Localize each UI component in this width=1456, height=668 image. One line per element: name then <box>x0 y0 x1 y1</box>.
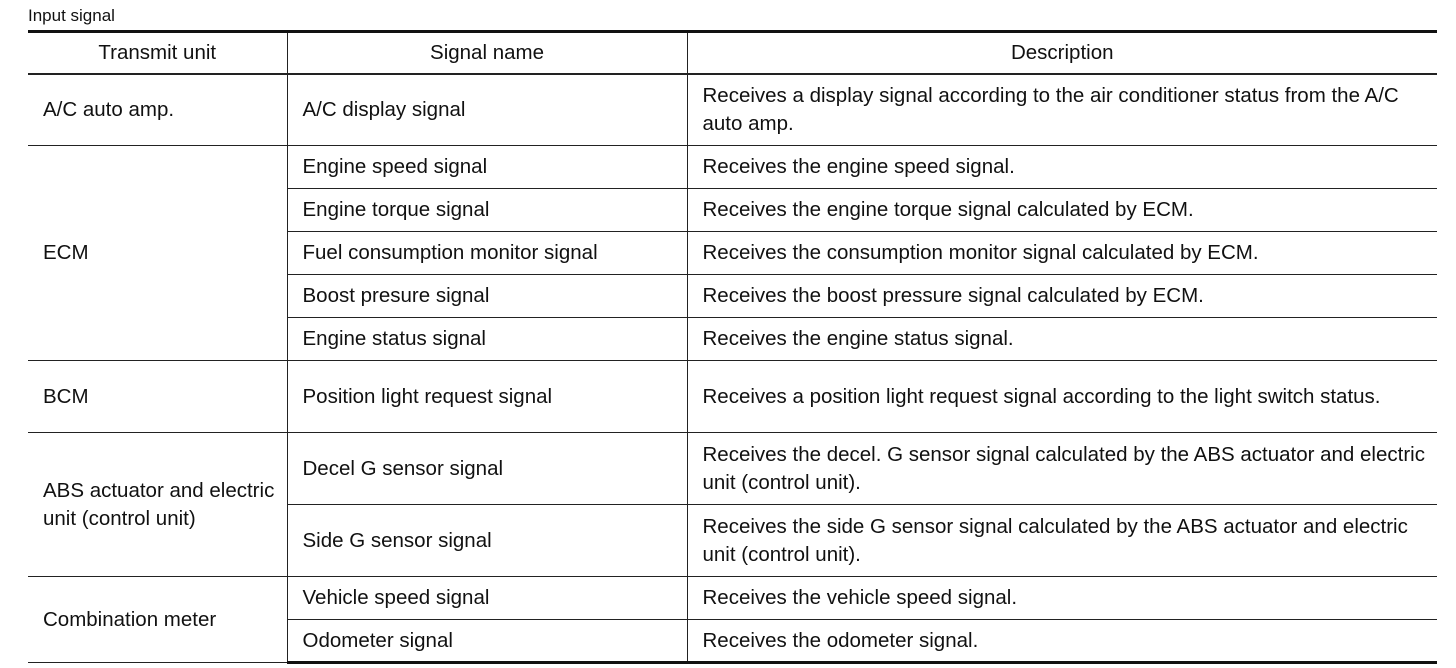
description-cell: Receives the side G sensor signal calculated by the ABS actuator and electric unit (control unit). <box>687 505 1437 577</box>
description-cell: Receives a position light request signal according to the light switch status. <box>687 361 1437 433</box>
transmit-unit-cell: Combination meter <box>28 577 287 663</box>
signal-name-cell: Engine torque signal <box>287 189 687 232</box>
description-cell: Receives a display signal according to the air conditioner status from the A/C auto amp. <box>687 74 1437 146</box>
table-row <box>28 433 1437 505</box>
input-signal-table <box>28 30 1437 664</box>
description-cell: Receives the engine speed signal. <box>687 146 1437 189</box>
transmit-unit-cell: ABS actuator and electric unit (control unit) <box>28 433 287 577</box>
table-row <box>28 74 1437 146</box>
description-cell: Receives the engine status signal. <box>687 318 1437 361</box>
transmit-unit-cell: ECM <box>28 146 287 361</box>
signal-name-cell: Fuel consumption monitor signal <box>287 232 687 275</box>
description-cell: Receives the boost pressure signal calculated by ECM. <box>687 275 1437 318</box>
description-cell: Receives the decel. G sensor signal calculated by the ABS actuator and electric unit (control unit). <box>687 433 1437 505</box>
signal-name-cell: Decel G sensor signal <box>287 433 687 505</box>
signal-name-cell: Engine status signal <box>287 318 687 361</box>
signal-name-cell: Engine speed signal <box>287 146 687 189</box>
header-transmit-unit: Transmit unit <box>28 32 287 74</box>
header-row <box>28 32 1437 74</box>
header-description: Description <box>687 32 1437 74</box>
description-cell: Receives the vehicle speed signal. <box>687 577 1437 620</box>
header-signal-name: Signal name <box>287 32 687 74</box>
signal-name-cell: Position light request signal <box>287 361 687 433</box>
table-row <box>28 146 1437 189</box>
transmit-unit-cell: A/C auto amp. <box>28 74 287 146</box>
description-cell: Receives the engine torque signal calculated by ECM. <box>687 189 1437 232</box>
signal-name-cell: Boost presure signal <box>287 275 687 318</box>
signal-name-cell: A/C display signal <box>287 74 687 146</box>
table-caption: Input signal <box>28 6 115 25</box>
table-row <box>28 577 1437 620</box>
description-cell: Receives the consumption monitor signal calculated by ECM. <box>687 232 1437 275</box>
signal-name-cell: Side G sensor signal <box>287 505 687 577</box>
signal-name-cell: Odometer signal <box>287 620 687 663</box>
table-row <box>28 361 1437 433</box>
description-cell: Receives the odometer signal. <box>687 620 1437 663</box>
signal-name-cell: Vehicle speed signal <box>287 577 687 620</box>
transmit-unit-cell: BCM <box>28 361 287 433</box>
